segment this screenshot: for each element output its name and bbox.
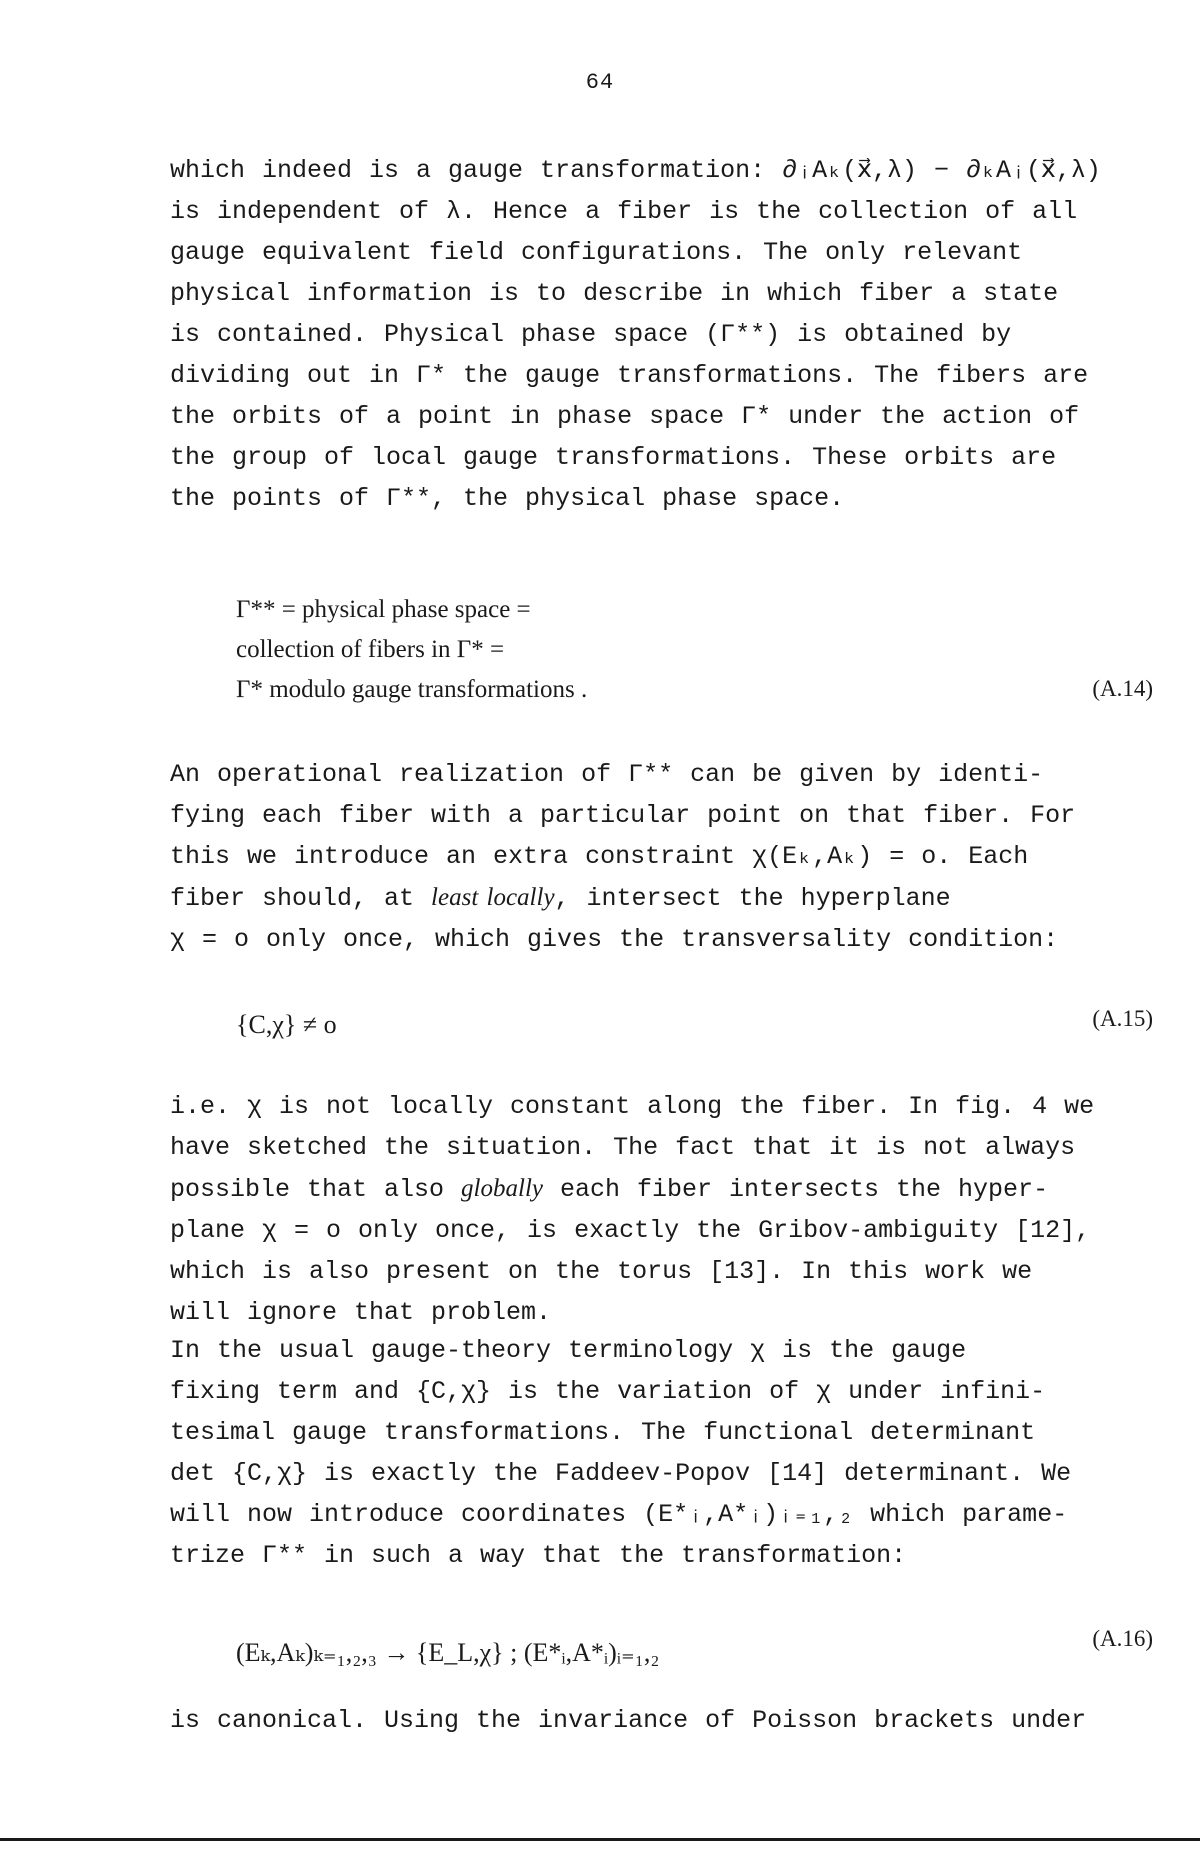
paragraph-text: , intersect the hyperplane χ = o only once, which gives the transversality condition: (170, 884, 1059, 954)
paragraph-gribov-ambiguity (170, 1086, 1160, 1333)
bottom-rule (0, 1838, 1200, 1841)
paragraph-text: An operational realization of Γ** can be given by identi- fying each fiber with a particular point on that fiber. For this we introduce an extra constraint χ(Eₖ,Aₖ) = o. Each fiber should, at (170, 760, 1076, 913)
equation-a16: (Eₖ,Aₖ)ₖ₌₁,₂,₃ → {E_L,χ} ; (E*ᵢ,A*ᵢ)ᵢ₌₁,₂ (236, 1638, 660, 1667)
emphasis-least-locally: least locally (431, 884, 555, 911)
equation-a14-number: (A.14) (1092, 676, 1153, 701)
paragraph-canonical: is canonical. Using the invariance of Poisson brackets under (170, 1706, 1087, 1735)
paragraph-gauge-fibers: which indeed is a gauge transformation: ∂ᵢAₖ(x⃗,λ) − ∂ₖAᵢ(x⃗,λ) is independent of λ. Hence a fiber is the collection of all gauge equivalent field configurations. The only relevant physical information is to describe in which fiber a state is contained. Physical phase space (Γ**) is obtained by dividing out in Γ* the gauge transformations. The fibers are the orbits of a point in phase space Γ* under the action of the group of local gauge transformations. These orbits are the points of Γ**, the physical phase space. (170, 156, 1101, 513)
paragraph-faddeev-popov: In the usual gauge-theory terminology χ is the gauge fixing term and {C,χ} is the variation of χ under infini- tesimal gauge transformations. The functional determinant det {C,χ} is exactly the Faddeev-Popov [14] determinant. We will now introduce coordinates (E*ᵢ,A*ᵢ)ᵢ₌₁,₂ which parame- trize Γ** in such a way that the transformation: (170, 1336, 1072, 1570)
paragraph-text: i.e. χ is not locally constant along the fiber. In fig. 4 we have sketched the situation. The fact that it is not always possible that also (170, 1092, 1095, 1204)
emphasis-globally: globally (461, 1175, 543, 1202)
equation-a16-number: (A.16) (1092, 1626, 1153, 1651)
equation-a15-number: (A.15) (1092, 1006, 1153, 1031)
paragraph-text: each fiber intersects the hyper- plane χ = o only once, is exactly the Gribov-ambiguity [12], which is also present on the torus [13]. In this work we will ignore that problem. (170, 1175, 1091, 1327)
equation-a14: Γ** = physical phase space = collection of fibers in Γ* = Γ* modulo gauge transformations . (236, 596, 588, 703)
page-number: 64 (585, 70, 615, 95)
equation-a15: {C,χ} ≠ o (236, 1010, 337, 1039)
paragraph-operational-realization (170, 754, 1160, 960)
